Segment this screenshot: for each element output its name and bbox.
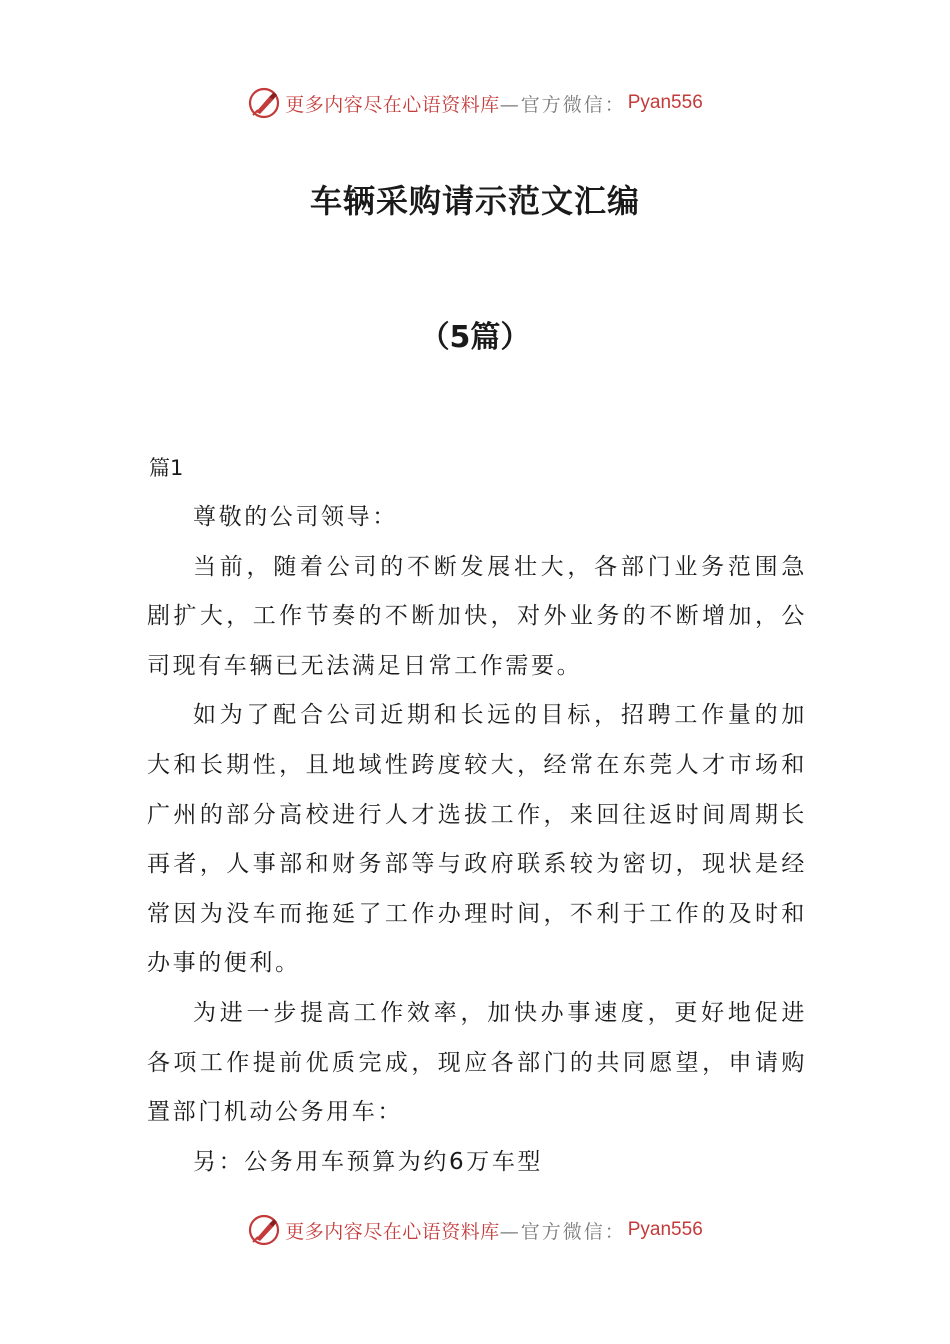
banner-main-text: 更多内容尽在心语资料库 [285, 93, 500, 116]
document-body [147, 493, 807, 1187]
pen-logo-icon [247, 86, 281, 120]
body-paragraph: 当前，随着公司的不断发展壮大，各部门业务范围急剧扩大，工作节奏的不断加快，对外业务的不断增加，公司现有车辆已无法满足日常工作需要。 [147, 553, 807, 679]
body-paragraph: 如为了配合公司近期和长远的目标，招聘工作量的加大和长期性，且地域性跨度较大，经常在东莞人才市场和广州的部分高校进行人才选拔工作，来回往返时间周期长再者，人事部和财务部等与政府联系较为密切，现状是经常因为没车而拖延了工作办理时间，不利于工作的及时和办事的便利。 [147, 702, 807, 977]
section-label: 篇1 [149, 456, 184, 480]
banner-wechat-id: Pyan556 [627, 92, 703, 113]
banner-sub-text: —官方微信： [499, 93, 626, 116]
banner-wechat-id: Pyan556 [627, 1219, 703, 1240]
body-paragraph: 另：公务用车预算为约6万车型 [193, 1148, 544, 1175]
body-paragraph: 为进一步提高工作效率，加快办事速度，更好地促进各项工作提前优质完成，现应各部门的共同愿望，申请购置部门机动公务用车： [147, 999, 807, 1126]
document-title: 车辆采购请示范文汇编 [309, 182, 640, 220]
footer-watermark-banner [0, 1210, 950, 1250]
pen-logo-icon [247, 1213, 281, 1247]
banner-main-text: 更多内容尽在心语资料库 [285, 1220, 500, 1243]
salutation: 尊敬的公司领导： [193, 504, 398, 530]
banner-sub-text: —官方微信： [499, 1220, 626, 1243]
header-watermark-banner [0, 83, 950, 123]
document-subtitle: （5篇） [419, 320, 531, 355]
